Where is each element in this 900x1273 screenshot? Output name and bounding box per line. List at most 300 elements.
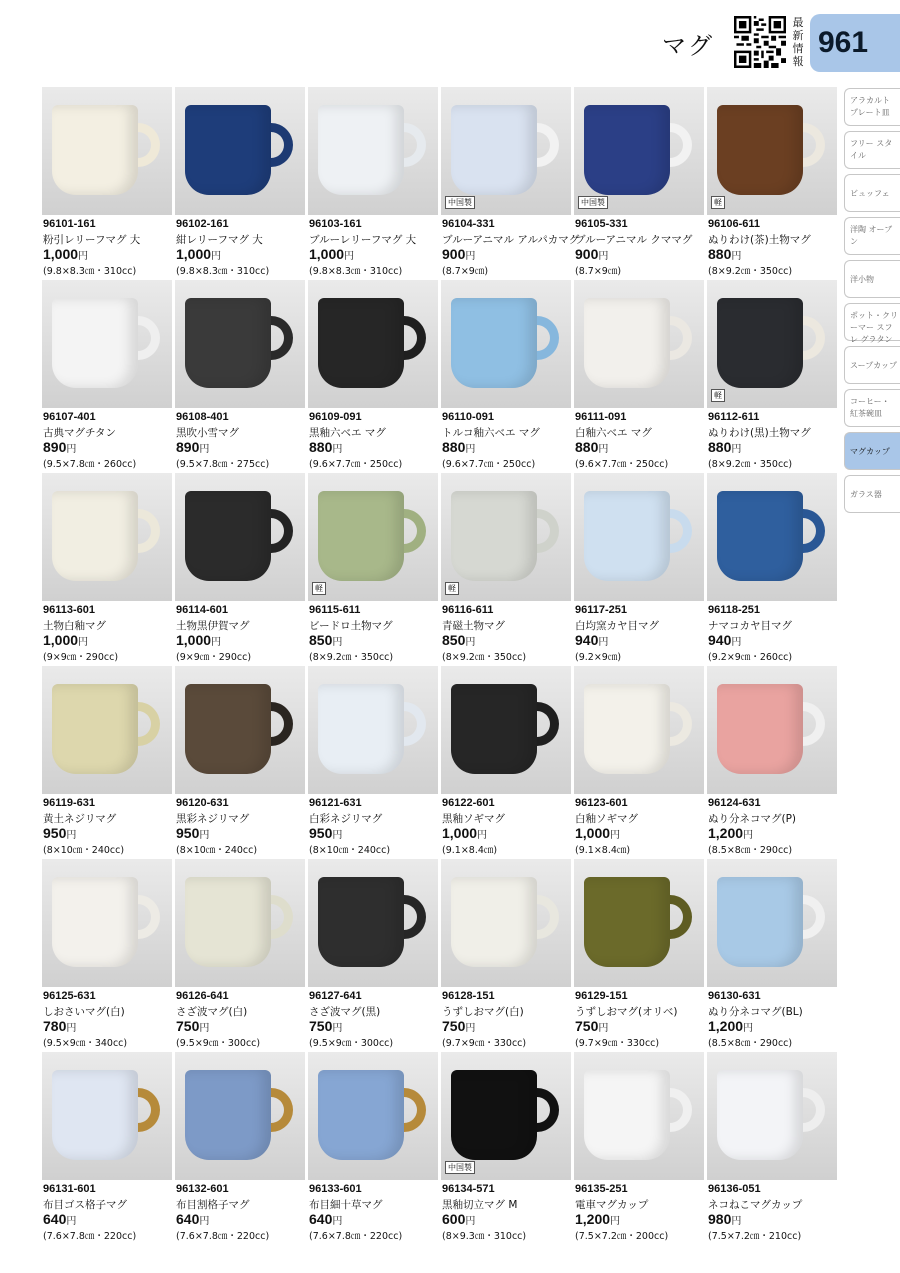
product-photo: [42, 666, 172, 794]
product-grid: [42, 87, 838, 1245]
product-photo: [574, 473, 704, 601]
product-size: (8×10㎝・240cc): [176, 845, 258, 856]
mug-icon: [584, 877, 670, 967]
price-value: 880: [708, 439, 732, 455]
product-code: 96135-251: [575, 1183, 628, 1195]
mug-icon: [717, 1070, 803, 1160]
price-unit: 円: [211, 637, 222, 648]
product-code: 96126-641: [176, 990, 229, 1002]
product-size: (8×9.3㎝・310cc): [442, 1231, 527, 1242]
product-size: (9.8×8.3㎝・310cc): [309, 266, 403, 277]
product-code: 96120-631: [176, 797, 229, 809]
mug-icon: [318, 298, 404, 388]
product-price: [442, 246, 475, 262]
origin-tag: 軽: [711, 389, 725, 402]
side-tab[interactable]: ポット・クリーマー スフレ グラタン: [844, 303, 900, 341]
product-name: 土物黒伊賀マグ: [176, 620, 250, 632]
product-code: 96116-611: [442, 604, 494, 616]
product-name: 布目割格子マグ: [176, 1199, 250, 1211]
price-unit: 円: [465, 444, 476, 455]
mug-icon: [52, 1070, 138, 1160]
product-name: さざ波マグ(黒): [309, 1006, 381, 1018]
product-price: [43, 632, 88, 648]
product-size: (9.2×9㎝・260cc): [708, 652, 793, 663]
product-code: 96136-051: [708, 1183, 761, 1195]
product-name: トルコ釉六ベエ マグ: [442, 427, 540, 439]
product-name: うずしおマグ(白): [442, 1006, 524, 1018]
mug-icon: [584, 105, 670, 195]
price-unit: 円: [731, 444, 742, 455]
price-value: 850: [442, 632, 466, 648]
product-price: [43, 1211, 76, 1227]
product-name: ぬり分ネコマグ(BL): [708, 1006, 803, 1018]
price-unit: 円: [465, 251, 476, 262]
product-size: (8.5×8㎝・290cc): [708, 845, 793, 856]
qr-label: 最新情報: [792, 16, 804, 68]
product-size: (7.5×7.2㎝・210cc): [708, 1231, 802, 1242]
product-card[interactable]: [707, 280, 837, 473]
product-photo: [574, 859, 704, 987]
category-side-tabs: [844, 88, 900, 518]
product-code: 96114-601: [176, 604, 228, 616]
price-value: 1,000: [575, 825, 611, 841]
product-photo: [175, 1052, 305, 1180]
product-code: 96132-601: [176, 1183, 229, 1195]
product-card[interactable]: [175, 666, 305, 859]
price-value: 850: [309, 632, 333, 648]
price-unit: 円: [66, 1216, 77, 1227]
product-price: [43, 246, 88, 262]
price-unit: 円: [465, 637, 476, 648]
product-size: (9.1×8.4㎝): [575, 845, 631, 856]
mug-icon: [451, 491, 537, 581]
product-size: (9.6×7.7㎝・250cc): [309, 459, 403, 470]
price-value: 950: [176, 825, 200, 841]
product-code: 96129-151: [575, 990, 628, 1002]
product-price: [43, 825, 76, 841]
price-unit: 円: [66, 444, 77, 455]
product-card[interactable]: [707, 473, 837, 666]
price-unit: 円: [78, 251, 89, 262]
product-price: [176, 1211, 209, 1227]
product-size: (9.1×8.4㎝): [442, 845, 498, 856]
price-value: 1,200: [708, 825, 744, 841]
product-size: (7.6×7.8㎝・220cc): [176, 1231, 270, 1242]
product-card[interactable]: [42, 1052, 172, 1245]
price-value: 750: [176, 1018, 200, 1034]
product-name: ぬりわけ(茶)土物マグ: [708, 234, 811, 246]
product-code: 96127-641: [309, 990, 362, 1002]
price-value: 940: [708, 632, 732, 648]
product-size: (8.5×8㎝・290cc): [708, 1038, 793, 1049]
product-size: (7.6×7.8㎝・220cc): [309, 1231, 403, 1242]
product-card[interactable]: [42, 473, 172, 666]
product-name: ブルーレリーフマグ 大: [309, 234, 417, 246]
product-name: 白均窯カヤ目マグ: [575, 620, 659, 632]
product-photo: [707, 666, 837, 794]
price-value: 780: [43, 1018, 67, 1034]
product-code: 96128-151: [442, 990, 495, 1002]
product-card[interactable]: [707, 859, 837, 1052]
product-price: [309, 1211, 342, 1227]
origin-tag: 軽: [312, 582, 326, 595]
product-price: [309, 1018, 342, 1034]
product-name: 黒釉切立マグ M: [442, 1199, 518, 1211]
product-code: 96133-601: [309, 1183, 362, 1195]
price-value: 900: [575, 246, 599, 262]
product-size: (9.5×9㎝・340cc): [43, 1038, 128, 1049]
price-unit: 円: [199, 1216, 210, 1227]
product-code: 96109-091: [309, 411, 362, 423]
product-card[interactable]: [308, 1052, 438, 1245]
product-card[interactable]: [175, 473, 305, 666]
product-code: 96130-631: [708, 990, 761, 1002]
product-name: ネコねこマグカップ: [708, 1199, 803, 1211]
price-unit: 円: [477, 830, 488, 841]
product-price: [708, 439, 741, 455]
product-name: 黒釉ソギマグ: [442, 813, 505, 825]
side-tab[interactable]: マグカップ: [844, 432, 900, 470]
product-price: [442, 825, 487, 841]
price-unit: 円: [598, 1023, 609, 1034]
product-card[interactable]: [308, 859, 438, 1052]
product-price: [575, 1018, 608, 1034]
price-value: 1,000: [43, 246, 79, 262]
product-code: 96105-331: [575, 218, 628, 230]
product-price: [575, 439, 608, 455]
product-size: (9×9㎝・290cc): [43, 652, 119, 663]
mug-icon: [185, 684, 271, 774]
price-value: 640: [309, 1211, 333, 1227]
product-size: (9.8×8.3㎝・310cc): [43, 266, 137, 277]
mug-icon: [185, 491, 271, 581]
product-photo: [707, 87, 837, 215]
mug-icon: [52, 877, 138, 967]
origin-tag: 中国製: [445, 1161, 475, 1174]
product-photo: [308, 87, 438, 215]
product-photo: [175, 87, 305, 215]
mug-icon: [185, 877, 271, 967]
product-card[interactable]: [308, 666, 438, 859]
product-price: [575, 825, 620, 841]
product-size: (9.7×9㎝・330cc): [575, 1038, 660, 1049]
product-card[interactable]: [42, 666, 172, 859]
product-price: [176, 246, 221, 262]
product-code: 96121-631: [309, 797, 362, 809]
side-tab[interactable]: 洋陶 オーブン: [844, 217, 900, 255]
side-tab[interactable]: ガラス器: [844, 475, 900, 513]
product-name: 土物白釉マグ: [43, 620, 106, 632]
price-unit: 円: [598, 251, 609, 262]
price-unit: 円: [332, 1023, 343, 1034]
product-name: 電車マグカップ: [575, 1199, 649, 1211]
product-photo: [574, 666, 704, 794]
mug-icon: [318, 491, 404, 581]
product-photo: [175, 859, 305, 987]
product-size: (9.8×8.3㎝・310cc): [176, 266, 270, 277]
price-unit: 円: [199, 1023, 210, 1034]
product-card[interactable]: [308, 280, 438, 473]
product-card[interactable]: [42, 859, 172, 1052]
price-unit: 円: [598, 637, 609, 648]
product-photo: [707, 280, 837, 408]
product-price: [176, 825, 209, 841]
product-code: 96122-601: [442, 797, 495, 809]
product-name: ナマコカヤ目マグ: [708, 620, 792, 632]
price-unit: 円: [344, 251, 355, 262]
product-size: (8.7×9㎝): [575, 266, 622, 277]
product-card[interactable]: [707, 666, 837, 859]
product-card[interactable]: [441, 473, 571, 666]
price-value: 890: [43, 439, 67, 455]
origin-tag: 中国製: [578, 196, 608, 209]
price-value: 750: [575, 1018, 599, 1034]
product-name: 白釉ソギマグ: [575, 813, 638, 825]
product-code: 96118-251: [708, 604, 760, 616]
side-tab[interactable]: アラカルト プレート皿: [844, 88, 900, 126]
product-code: 96124-631: [708, 797, 761, 809]
product-code: 96104-331: [442, 218, 495, 230]
price-unit: 円: [211, 251, 222, 262]
price-unit: 円: [332, 1216, 343, 1227]
product-code: 96125-631: [43, 990, 96, 1002]
mug-icon: [451, 105, 537, 195]
price-unit: 円: [610, 1216, 621, 1227]
product-card[interactable]: [707, 87, 837, 280]
product-size: (9.7×9㎝・330cc): [442, 1038, 527, 1049]
mug-icon: [52, 491, 138, 581]
product-card[interactable]: [308, 87, 438, 280]
page-number-badge: 961: [810, 14, 900, 72]
product-card[interactable]: [175, 280, 305, 473]
price-value: 890: [176, 439, 200, 455]
price-unit: 円: [332, 637, 343, 648]
product-card[interactable]: [42, 87, 172, 280]
product-code: 96113-601: [43, 604, 95, 616]
mug-icon: [318, 877, 404, 967]
price-unit: 円: [332, 830, 343, 841]
product-price: [43, 439, 76, 455]
product-size: (9.5×7.8㎝・275cc): [176, 459, 270, 470]
product-photo: [42, 280, 172, 408]
price-value: 750: [442, 1018, 466, 1034]
product-name: ぬりわけ(黒)土物マグ: [708, 427, 811, 439]
product-photo: [441, 280, 571, 408]
price-value: 1,000: [309, 246, 345, 262]
product-card[interactable]: [707, 1052, 837, 1245]
product-size: (9.5×7.8㎝・260cc): [43, 459, 137, 470]
product-photo: [42, 473, 172, 601]
product-size: (7.6×7.8㎝・220cc): [43, 1231, 137, 1242]
price-unit: 円: [743, 830, 754, 841]
mug-icon: [318, 105, 404, 195]
price-value: 880: [575, 439, 599, 455]
product-photo: [441, 473, 571, 601]
product-price: [309, 825, 342, 841]
product-card[interactable]: [574, 666, 704, 859]
product-name: 黄土ネジリマグ: [43, 813, 117, 825]
product-price: [309, 632, 342, 648]
qr-code-icon[interactable]: [734, 16, 786, 68]
mug-icon: [584, 298, 670, 388]
product-name: ビードロ土物マグ: [309, 620, 393, 632]
mug-icon: [717, 298, 803, 388]
price-unit: 円: [743, 1023, 754, 1034]
price-unit: 円: [731, 251, 742, 262]
product-name: しおさいマグ(白): [43, 1006, 125, 1018]
product-code: 96102-161: [176, 218, 229, 230]
origin-tag: 軽: [711, 196, 725, 209]
product-name: 白釉六ベエ マグ: [575, 427, 652, 439]
product-row: [42, 280, 838, 473]
product-card[interactable]: [441, 1052, 571, 1245]
price-value: 980: [708, 1211, 732, 1227]
mug-icon: [318, 684, 404, 774]
product-price: [442, 439, 475, 455]
price-value: 640: [176, 1211, 200, 1227]
price-value: 880: [442, 439, 466, 455]
mug-icon: [717, 105, 803, 195]
mug-icon: [318, 1070, 404, 1160]
mug-icon: [185, 1070, 271, 1160]
product-name: 粉引レリーフマグ 大: [43, 234, 141, 246]
price-unit: 円: [199, 444, 210, 455]
product-size: (8×9.2㎝・350cc): [309, 652, 394, 663]
product-card[interactable]: [441, 87, 580, 280]
product-photo: [707, 859, 837, 987]
price-value: 1,000: [43, 632, 79, 648]
product-card[interactable]: [441, 859, 571, 1052]
mug-icon: [185, 298, 271, 388]
product-code: 96101-161: [43, 218, 96, 230]
mug-icon: [52, 298, 138, 388]
product-size: (8×9.2㎝・350cc): [442, 652, 527, 663]
product-photo: [707, 473, 837, 601]
product-photo: [441, 666, 571, 794]
product-size: (8.7×9㎝): [442, 266, 489, 277]
product-size: (9.5×9㎝・300cc): [309, 1038, 394, 1049]
product-price: [43, 1018, 76, 1034]
product-name: 古典マグチタン: [43, 427, 116, 439]
product-photo: [574, 280, 704, 408]
product-card[interactable]: [441, 280, 571, 473]
side-tab[interactable]: ビュッフェ: [844, 174, 900, 212]
product-row: [42, 87, 838, 280]
price-unit: 円: [731, 1216, 742, 1227]
price-value: 880: [708, 246, 732, 262]
product-code: 96110-091: [442, 411, 494, 423]
product-name: ブルーアニマル クママグ: [575, 234, 693, 246]
product-card[interactable]: [574, 87, 704, 280]
product-price: [708, 1018, 753, 1034]
product-price: [708, 632, 741, 648]
product-size: (9.6×7.7㎝・250cc): [442, 459, 536, 470]
product-photo: [175, 666, 305, 794]
product-photo: [42, 859, 172, 987]
product-size: (9.5×9㎝・300cc): [176, 1038, 261, 1049]
product-code: 96111-091: [575, 411, 627, 423]
product-size: (7.5×7.2㎝・200cc): [575, 1231, 669, 1242]
product-price: [708, 1211, 741, 1227]
product-photo: [175, 473, 305, 601]
product-code: 96123-601: [575, 797, 628, 809]
price-value: 1,000: [176, 632, 212, 648]
product-name: 白彩ネジリマグ: [309, 813, 383, 825]
mug-icon: [451, 1070, 537, 1160]
product-price: [176, 1018, 209, 1034]
side-tab[interactable]: スープカップ: [844, 346, 900, 384]
product-size: (9.2×9㎝): [575, 652, 622, 663]
product-price: [309, 439, 342, 455]
product-price: [176, 632, 221, 648]
price-unit: 円: [66, 1023, 77, 1034]
product-code: 96107-401: [43, 411, 96, 423]
product-row: [42, 859, 838, 1052]
product-card[interactable]: [574, 473, 704, 666]
product-size: (9×9㎝・290cc): [176, 652, 252, 663]
price-unit: 円: [731, 637, 742, 648]
product-card[interactable]: [175, 1052, 305, 1245]
product-name: 布目細十草マグ: [309, 1199, 383, 1211]
price-unit: 円: [610, 830, 621, 841]
product-photo: [308, 859, 438, 987]
product-price: [176, 439, 209, 455]
product-photo: [707, 1052, 837, 1180]
product-code: 96134-571: [442, 1183, 495, 1195]
price-value: 1,000: [442, 825, 478, 841]
product-name: さざ波マグ(白): [176, 1006, 248, 1018]
product-photo: [441, 859, 571, 987]
product-photo: [308, 1052, 438, 1180]
product-card[interactable]: [175, 87, 305, 280]
product-price: [309, 246, 354, 262]
product-size: (8×10㎝・240cc): [43, 845, 125, 856]
side-tab[interactable]: コーヒー・ 紅茶碗皿: [844, 389, 900, 427]
category-title: マグ: [662, 32, 714, 60]
product-card[interactable]: [574, 859, 704, 1052]
product-name: ブルーアニマル アルパカマグ: [442, 234, 580, 246]
mug-icon: [584, 491, 670, 581]
product-card[interactable]: [441, 666, 571, 859]
product-name: 黒釉六ベエ マグ: [309, 427, 386, 439]
price-value: 1,200: [575, 1211, 611, 1227]
side-tab[interactable]: フリー スタイル: [844, 131, 900, 169]
price-value: 880: [309, 439, 333, 455]
product-card[interactable]: [308, 473, 438, 666]
product-price: [708, 825, 753, 841]
price-unit: 円: [465, 1216, 476, 1227]
price-value: 1,000: [176, 246, 212, 262]
mug-icon: [52, 105, 138, 195]
product-name: ぬり分ネコマグ(P): [708, 813, 797, 825]
mug-icon: [717, 684, 803, 774]
mug-icon: [185, 105, 271, 195]
product-card[interactable]: [175, 859, 305, 1052]
product-photo: [441, 1052, 571, 1180]
product-card[interactable]: [574, 1052, 704, 1245]
product-photo: [574, 1052, 704, 1180]
side-tab[interactable]: 洋小物: [844, 260, 900, 298]
product-card[interactable]: [574, 280, 704, 473]
product-code: 96117-251: [575, 604, 627, 616]
product-code: 96115-611: [309, 604, 361, 616]
product-size: (8×9.2㎝・350cc): [708, 459, 793, 470]
price-unit: 円: [78, 637, 89, 648]
mug-icon: [451, 877, 537, 967]
product-photo: [441, 87, 571, 215]
product-card[interactable]: [42, 280, 172, 473]
product-name: 青磁土物マグ: [442, 620, 505, 632]
